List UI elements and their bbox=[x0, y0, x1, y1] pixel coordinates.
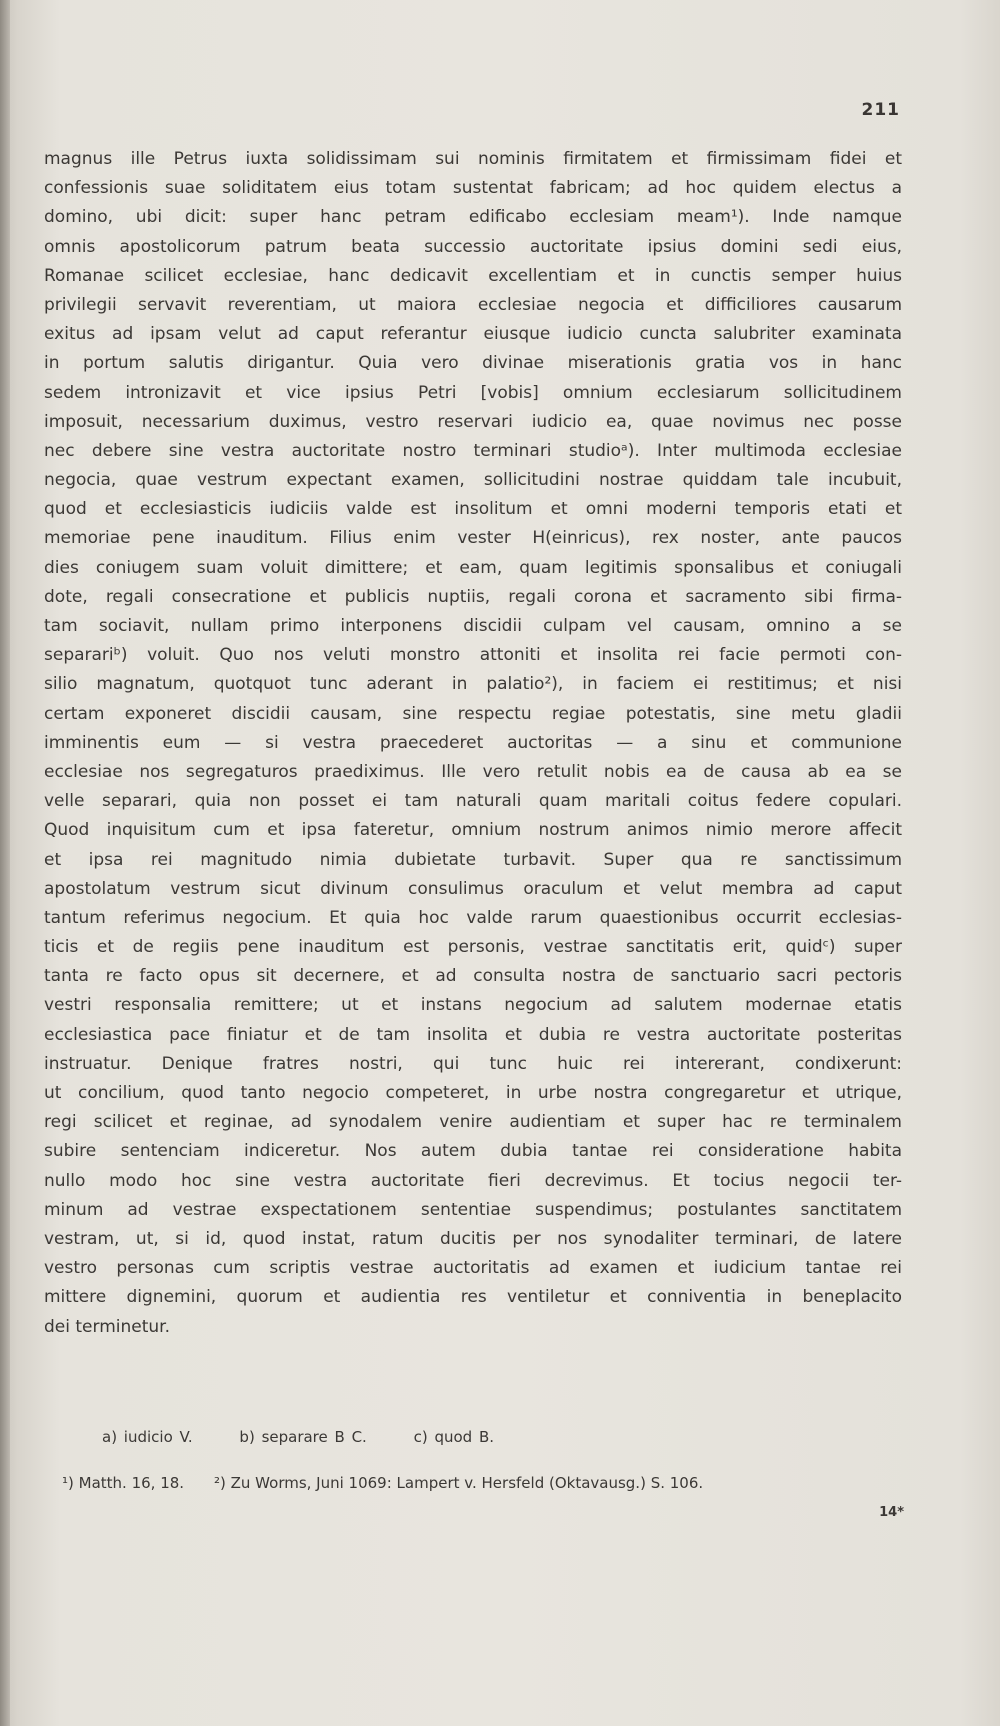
text-line: separariᵇ) voluit. Quo nos veluti monstro attoniti et insolita rei facie permoti con- bbox=[44, 645, 902, 666]
page-number: 211 bbox=[861, 100, 900, 120]
text-line: vestram, ut, si id, quod instat, ratum ducitis per nos synodaliter terminari, de latere bbox=[44, 1228, 902, 1249]
text-line: dies coniugem suam voluit dimittere; et eam, quam legitimis sponsalibus et coniugali bbox=[44, 557, 902, 578]
text-line: dei terminetur. bbox=[44, 1316, 170, 1337]
text-line: ut concilium, quod tanto negocio competeret, in urbe nostra congregaretur et utrique, bbox=[44, 1083, 902, 1103]
footnote-1: ¹) Matth. 16, 18. bbox=[62, 1474, 185, 1492]
main-text-block bbox=[44, 145, 902, 1342]
text-line: domino, ubi dicit: super hanc petram edificabo ecclesiam meam¹). Inde namque bbox=[44, 207, 902, 228]
text-line: instruatur. Denique fratres nostri, qui tunc huic rei intererant, condixerunt: bbox=[44, 1053, 902, 1074]
text-line: Romanae scilicet ecclesiae, hanc dedicavit excellentiam et in cunctis semper huius bbox=[44, 265, 902, 286]
text-line: certam exponeret discidii causam, sine respectu regiae potestatis, sine metu gladii bbox=[44, 703, 902, 724]
text-line: ecclesiae nos segregaturos praediximus. Ille vero retulit nobis ea de causa ab ea se bbox=[44, 761, 902, 782]
text-line: nec debere sine vestra auctoritate nostro terminari studioᵃ). Inter multimoda ecclesiae bbox=[44, 440, 902, 461]
text-line: velle separari, quia non posset ei tam naturali quam maritali coitus federe copulari. bbox=[44, 791, 902, 812]
text-line: regi scilicet et reginae, ad synodalem venire audientiam et super hac re terminalem bbox=[44, 1112, 902, 1133]
text-line: et ipsa rei magnitudo nimia dubietate turbavit. Super qua re sanctissimum bbox=[44, 849, 902, 870]
text-line: confessionis suae soliditatem eius totam sustentat fabricam; ad hoc quidem electus a bbox=[44, 178, 902, 199]
text-line: subire sentenciam indiceretur. Nos autem dubia tantae rei consideratione habita bbox=[44, 1141, 902, 1162]
text-line: tantum referimus negocium. Et quia hoc valde rarum quaestionibus occurrit ecclesias- bbox=[44, 907, 902, 928]
text-line: silio magnatum, quotquot tunc aderant in palatio²), in faciem ei restitimus; et nisi bbox=[44, 674, 902, 695]
text-line: dote, regali consecratione et publicis nuptiis, regali corona et sacramento sibi firma- bbox=[44, 586, 902, 607]
text-line: ticis et de regiis pene inauditum est personis, vestrae sanctitatis erit, quidᶜ) super bbox=[44, 937, 902, 958]
signature-mark: 14* bbox=[879, 1505, 904, 1520]
text-line: sedem intronizavit et vice ipsius Petri [vobis] omnium ecclesiarum sollicitudinem bbox=[44, 382, 902, 403]
text-line: nullo modo hoc sine vestra auctoritate fieri decrevimus. Et tocius negocii ter- bbox=[44, 1170, 902, 1191]
text-line: exitus ad ipsam velut ad caput referantur eiusque iudicio cuncta salubriter examinata bbox=[44, 324, 902, 345]
text-line: vestro personas cum scriptis vestrae auctoritatis ad examen et iudicium tantae rei bbox=[44, 1258, 902, 1279]
variant-c: c) quod B. bbox=[413, 1428, 495, 1446]
text-line: mittere dignemini, quorum et audientia res ventiletur et conniventia in beneplacito bbox=[44, 1287, 902, 1308]
text-line: magnus ille Petrus iuxta solidissimam sui nominis firmitatem et firmissimam fidei et bbox=[44, 149, 902, 169]
text-line: minum ad vestrae exspectationem sententiae suspendimus; postulantes sanctitatem bbox=[44, 1199, 902, 1220]
text-line: apostolatum vestrum sicut divinum consulimus oraculum et velut membra ad caput bbox=[44, 878, 902, 899]
variant-a: a) iudicio V. bbox=[102, 1428, 193, 1446]
text-line: ecclesiastica pace finiatur et de tam insolita et dubia re vestra auctoritate posteritas bbox=[44, 1024, 902, 1045]
text-line: vestri responsalia remittere; ut et instans negocium ad salutem modernae etatis bbox=[44, 995, 902, 1016]
text-line: privilegii servavit reverentiam, ut maiora ecclesiae negocia et difficiliores causarum bbox=[44, 294, 902, 315]
text-line: in portum salutis dirigantur. Quia vero divinae miserationis gratia vos in hanc bbox=[44, 353, 902, 374]
text-line: quod et ecclesiasticis iudiciis valde est insolitum et omni moderni temporis etati et bbox=[44, 499, 902, 520]
text-line: imposuit, necessarium duximus, vestro reservari iudicio ea, quae novimus nec posse bbox=[44, 411, 902, 432]
text-line: negocia, quae vestrum expectant examen, sollicitudini nostrae quiddam tale incubuit, bbox=[44, 470, 902, 491]
variant-b: b) separare B C. bbox=[239, 1428, 367, 1446]
book-spine-shadow bbox=[0, 0, 10, 1726]
text-line: tanta re facto opus sit decernere, et ad consulta nostra de sanctuario sacri pectoris bbox=[44, 966, 902, 987]
text-line: memoriae pene inauditum. Filius enim vester H(einricus), rex noster, ante paucos bbox=[44, 528, 902, 549]
text-line: Quod inquisitum cum et ipsa fateretur, omnium nostrum animos nimio merore affecit bbox=[44, 820, 902, 841]
text-line: omnis apostolicorum patrum beata successio auctoritate ipsius domini sedi eius, bbox=[44, 236, 902, 257]
text-line: tam sociavit, nullam primo interponens discidii culpam vel causam, omnino a se bbox=[44, 616, 902, 636]
textual-variants bbox=[102, 1428, 534, 1446]
text-line: imminentis eum — si vestra praecederet auctoritas — a sinu et communione bbox=[44, 732, 902, 753]
footnote-2: ²) Zu Worms, Juni 1069: Lampert v. Hersfeld (Oktavausg.) S. 106. bbox=[214, 1474, 704, 1492]
